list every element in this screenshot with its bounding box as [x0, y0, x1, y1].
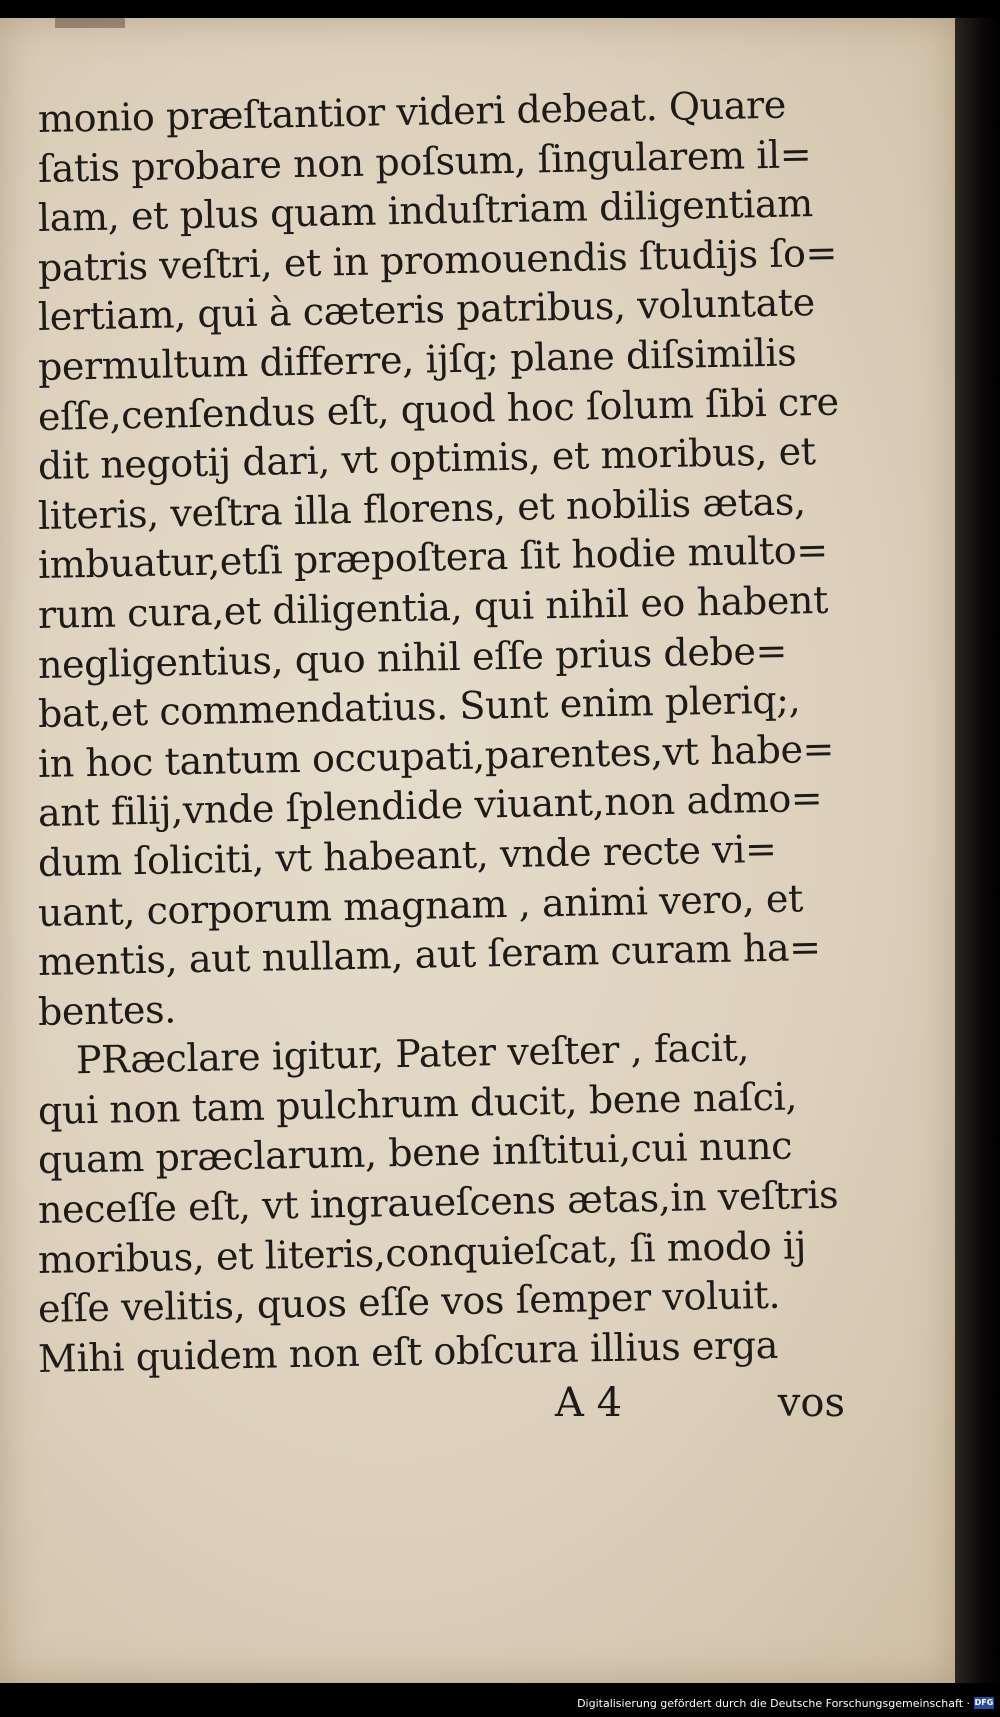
text-line: neceſſe eſt, vt ingraueſcens ætas,in veſtris	[37, 1172, 839, 1233]
text-line: monio præſtantior videri debeat. Quare	[37, 82, 787, 141]
page-edge	[955, 18, 1000, 1683]
text-line: Mihi quidem non eſt obſcura illius erga	[37, 1322, 779, 1381]
signature-mark: A 4	[555, 1380, 623, 1426]
text-line: eſſe,cenſendus eſt, quod hoc ſolum ſibi cre	[37, 379, 840, 439]
text-line: lertiam, qui à cæteris patribus, voluntate	[37, 280, 816, 340]
text-line: eſſe velitis, quos eſſe vos ſemper voluit.	[37, 1273, 781, 1332]
text-line: in hoc tantum occupati,parentes,vt habe=	[37, 726, 835, 786]
funding-credit: Digitalisierung gefördert durch die Deutsche Forschungsgemeinschaft ·	[577, 1697, 970, 1710]
text-line: ant filij,vnde ſplendide viuant,non admo=	[37, 776, 823, 836]
text-line: qui non tam pulchrum ducit, bene naſci,	[37, 1074, 798, 1133]
text-line: PRæclare igitur, Pater veſter , facit,	[75, 1025, 750, 1083]
text-line: mentis, aut nullam, aut ſeram curam ha=	[37, 925, 821, 985]
body-text	[37, 82, 840, 1384]
text-line: permultum differre, ijſq; plane diſsimilis	[37, 330, 797, 389]
text-line: ſatis probare non poſsum, ſingularem il=	[37, 131, 812, 191]
text-line: literis, veſtra illa florens, et nobilis ætas,	[37, 479, 806, 538]
text-line: dum ſoliciti, vt habeant, vnde recte vi=	[37, 826, 777, 885]
text-line: negligentius, quo nihil eſſe prius debe=	[37, 628, 788, 687]
text-line: bat,et commendatius. Sunt enim pleriq;,	[37, 677, 801, 737]
text-line: lam, et plus quam induſtriam diligentiam	[37, 181, 814, 241]
catchword: vos	[777, 1380, 845, 1426]
page-stain	[55, 18, 125, 28]
text-line: moribus, et literis,conquieſcat, ſi modo ij	[37, 1222, 807, 1282]
dfg-logo-icon: DFG	[974, 1698, 994, 1707]
text-line: rum cura,et diligentia, qui nihil eo habent	[37, 577, 829, 637]
text-line: imbuatur,etſi præpoſtera ſit hodie multo=	[37, 528, 829, 588]
text-line: quam præclarum, bene inſtitui,cui nunc	[37, 1123, 793, 1183]
text-line: bentes.	[37, 987, 177, 1034]
page-footer-line	[555, 1380, 845, 1426]
text-line: uant, corporum magnam , animi vero, et	[37, 875, 804, 935]
text-line: dit negotij dari, vt optimis, et moribus, et	[37, 429, 816, 489]
text-line: patris veſtri, et in promouendis ſtudijs ſo=	[37, 230, 838, 290]
